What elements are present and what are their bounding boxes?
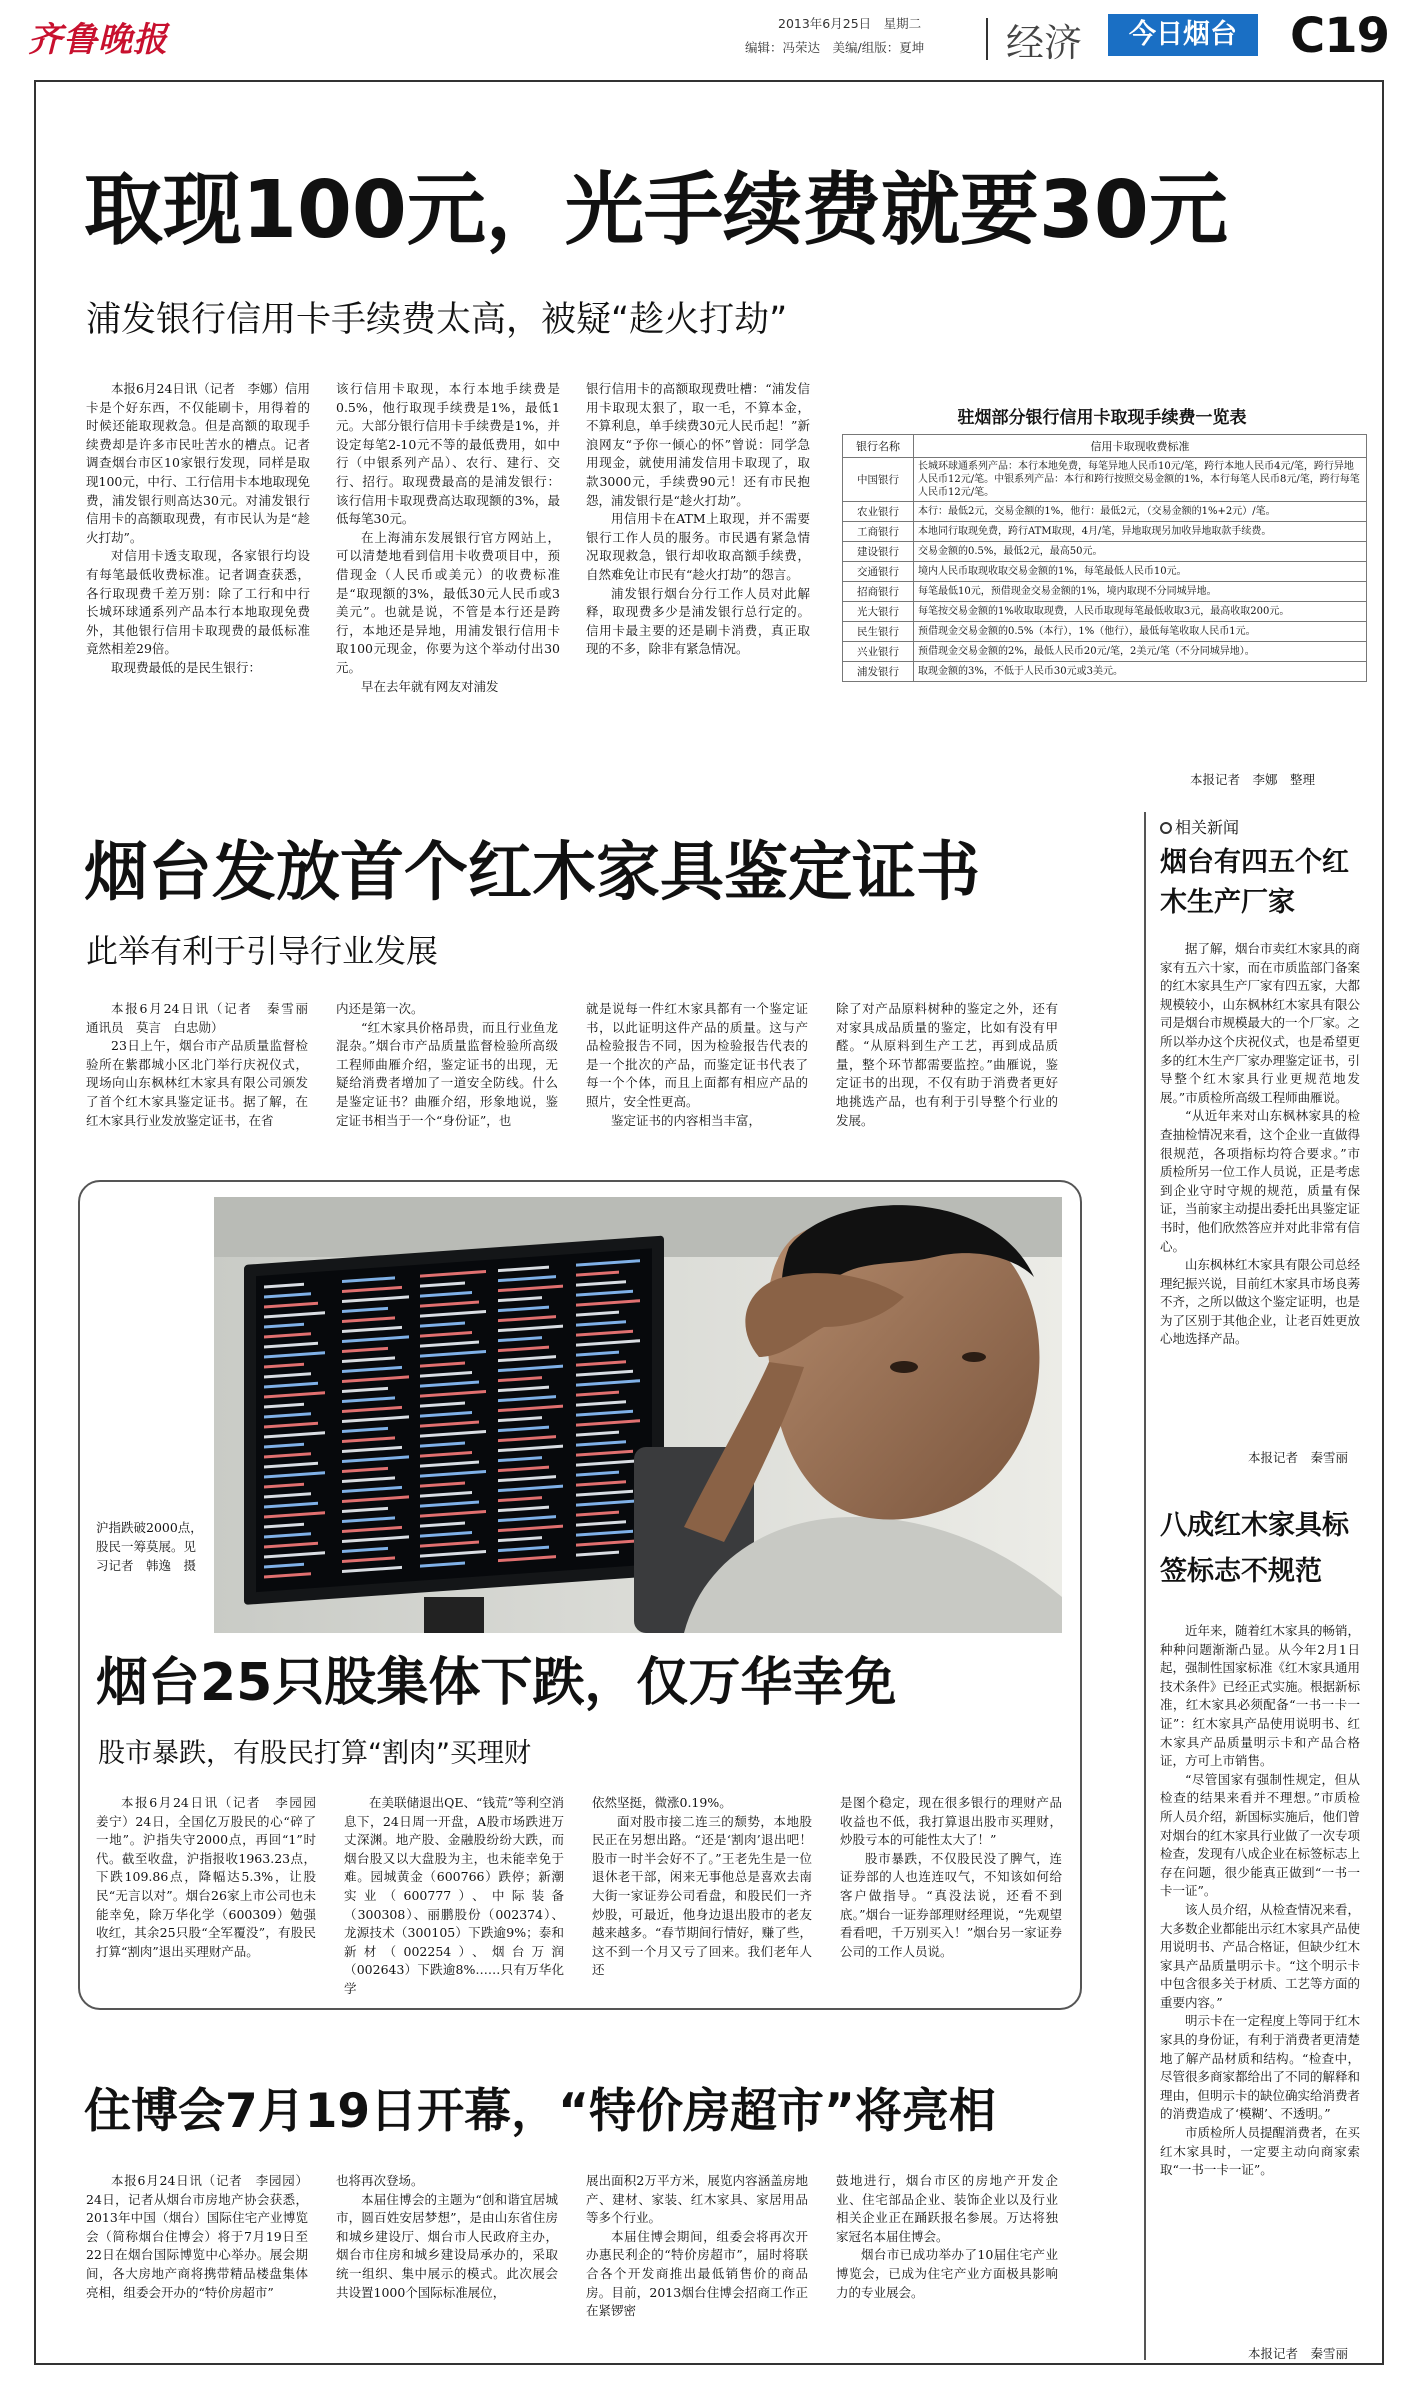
paragraph: 用信用卡在ATM上取现，并不需要银行工作人员的服务。市民遇有紧急情况取现救急，银行却收取高额手续费，自然难免让市民有“趁火打劫”的怨言。 — [586, 511, 810, 582]
table-header-fee: 信用卡取现收费标准 — [914, 435, 1367, 458]
paragraph: 本报6月24日讯（记者 秦雪丽 通讯员 莫言 白忠勋） — [86, 1001, 321, 1035]
story2-column-1 — [86, 1000, 321, 1130]
bank-name-cell: 民生银行 — [843, 622, 914, 642]
story4-column-2 — [336, 2172, 558, 2302]
paragraph: 本届住博会的主题为“创和谐宜居城市，圆百姓安居梦想”，是由山东省住房和城乡建设厅、烟台市人民政府主办，烟台市住房和城乡建设局承办的，采取统一组织、集中展示的模式。此次展会共设置1000个国际标准展位， — [336, 2191, 558, 2300]
paragraph: 就是说每一件红木家具都有一个鉴定证书，以此证明这件产品的质量。这与产品检验报告不同，因为检验报告代表的是一个批次的产品，而鉴定证书代表了每一个个体，而且上面都有相应产品的照片，安全性更高。 — [586, 1001, 808, 1109]
paragraph: 明示卡在一定程度上等同于红木家具的身份证，有利于消费者更清楚地了解产品材质和结构。“检查中，尽管很多商家都给出了不同的解释和理由，但明示卡的缺位确实给消费者的消费造成了‘模糊’、不透明。” — [1160, 2013, 1361, 2122]
paragraph: 据了解，烟台市卖红木家具的商家有五六十家，而在市质监部门备案的红木家具生产厂家有四五家，大都规模较小，山东枫林红木家具有限公司是烟台市规模最大的一个厂家。之所以举办这个庆祝仪式，也是希望更多的红木生产厂家办理鉴定证书，引导整个红木家具行业更规范地发展。”市质检所高级工程师曲雁说。 — [1160, 941, 1361, 1105]
fee-rule-cell: 预借现金交易金额的2%，最低人民币20元/笔，2美元/笔（不分同城异地）。 — [914, 642, 1367, 662]
bank-name-cell: 工商银行 — [843, 522, 914, 542]
paragraph: 市质检所人员提醒消费者，在买红木家具时，一定要主动向商家索取“一书一卡一证”。 — [1160, 2125, 1361, 2178]
fee-rule-cell: 每笔最低10元，预借现金交易金额的1%，境内取现不分同城异地。 — [914, 582, 1367, 602]
story4-column-1 — [86, 2172, 308, 2302]
date-line: 2013年6月25日 星期二 — [778, 16, 922, 31]
story1-headline: 取现100元，光手续费就要30元 — [84, 164, 1228, 256]
story3-column-4 — [840, 1794, 1062, 1961]
table-row — [843, 458, 1367, 502]
paragraph: 山东枫林红木家具有限公司总经理纪振兴说，目前红木家具市场良莠不齐，之所以做这个鉴定证明，也是为了区别于其他企业，让老百姓更放心地选择产品。 — [1160, 1257, 1361, 1347]
story2-column-2 — [336, 1000, 558, 1130]
paragraph: 该行信用卡取现，本行本地手续费是0.5%，他行取现手续费是1%，最低1元。大部分银行信用卡手续费是1%，并设定每笔2-10元不等的最低费用，如中行（中银系列产品）、农行、建行、交行、招行。取现费最高的是浦发银行：该行信用卡取现费高达取现额的3%，最低每笔30元。 — [336, 381, 560, 527]
paragraph: 烟台市已成功举办了10届住宅产业博览会，已成为住宅产业方面极具影响力的专业展会。 — [836, 2247, 1058, 2300]
story1-column-3 — [586, 380, 810, 659]
fee-rule-cell: 取现金额的3%，不低于人民币30元或3美元。 — [914, 662, 1367, 682]
table-row — [843, 602, 1367, 622]
story1-column-1 — [86, 380, 310, 678]
story3-headline: 烟台25只股集体下跌，仅万华幸免 — [96, 1653, 897, 1713]
paragraph: 鉴定证书的内容相当丰富， — [611, 1112, 762, 1128]
paragraph: 取现费最低的是民生银行： — [111, 659, 262, 675]
paragraph: 早在去年就有网友对浦发 — [361, 678, 499, 694]
table-row — [843, 662, 1367, 682]
paragraph: 该人员介绍，从检查情况来看，大多数企业都能出示红木家具产品使用说明书、产品合格证，但缺少红木家具产品质量明示卡。“这个明示卡中包含很多关于材质、工艺等方面的重要内容。” — [1160, 1901, 1361, 2010]
sidebar-title-1: 烟台有四五个红木生产厂家 — [1160, 847, 1349, 918]
monitor — [244, 1236, 664, 1605]
bank-name-cell: 浦发银行 — [843, 662, 914, 682]
bank-name-cell: 兴业银行 — [843, 642, 914, 662]
fee-rule-cell: 境内人民币取现收取交易金额的1%，每笔最低人民币10元。 — [914, 562, 1367, 582]
fee-rule-cell: 每笔按交易金额的1%收取取现费，人民币取现每笔最低收取3元，最高收取200元。 — [914, 602, 1367, 622]
photo-caption: 沪指跌破2000点，股民一筹莫展。见习记者 韩逸 摄 — [96, 1520, 203, 1573]
paragraph: 也将再次登场。 — [336, 2173, 424, 2188]
paragraph: 是图个稳定，现在很多银行的理财产品收益也不低，我打算退出股市买理财，炒股亏本的可能性太大了！” — [840, 1795, 1062, 1848]
sidebar-title-2: 八成红木家具标签标志不规范 — [1160, 1510, 1349, 1587]
masthead-logo: 齐鲁晚报 — [28, 20, 168, 60]
sidebar-divider — [1144, 812, 1146, 2360]
paragraph: 本报6月24日讯（记者 李娜）信用卡是个好东西，不仅能刷卡，用得着的时候还能取现救急。但是高额的取现手续费却是许多市民吐苦水的槽点。记者调查烟台市区10家银行发现，同样是取现100元，中行、工行信用卡本地取现免费，浦发银行则高达30元。对浦发银行信用卡的高额取现费，有市民认为是“趁火打劫”。 — [86, 381, 310, 545]
stock-photo — [214, 1197, 1062, 1633]
bank-name-cell: 交通银行 — [843, 562, 914, 582]
sidebar-body-2 — [1160, 1622, 1360, 2180]
story3-column-2 — [344, 1794, 564, 1999]
table-header-bank: 银行名称 — [843, 435, 914, 458]
table-row — [843, 562, 1367, 582]
paragraph: 对信用卡透支取现，各家银行均设有每笔最低收费标准。记者调查获悉，各行取现费千差万别：除了工行和中行长城环球通系列产品本行本地取现免费外，其他银行信用卡取现费的最低标准竟然相差29倍。 — [86, 548, 310, 657]
story3-subhead: 股市暴跌，有股民打算“割肉”买理财 — [98, 1738, 531, 1769]
bank-name-cell: 招商银行 — [843, 582, 914, 602]
paragraph: 本届住博会期间，组委会将再次开办惠民利企的“特价房超市”，届时将联合各个开发商推出最低销售价的商品房。目前，2013烟台住博会招商工作正在紧锣密 — [586, 2228, 808, 2319]
paragraph: 股市暴跌，不仅股民没了脾气，连证券部的人也连连叹气，不知该如何给客户做指导。“真没法说，还看不到底。”烟台一证券部理财经理说，“先观望看看吧，千万别买入！”烟台另一家证券公司的工作人员说。 — [840, 1850, 1062, 1959]
fee-rule-cell: 长城环球通系列产品：本行本地免费，每笔异地人民币10元/笔，跨行本地人民币4元/笔，跨行异地人民币12元/笔。中银系列产品：本行和跨行按照交易金额的1%，本行每笔人民币8元/笔，跨行每笔人民币12元/笔。 — [914, 458, 1367, 502]
bank-name-cell: 光大银行 — [843, 602, 914, 622]
story2-headline: 烟台发放首个红木家具鉴定证书 — [84, 836, 980, 910]
paragraph: 23日上午，烟台市产品质量监督检验所在紫郡城小区北门举行庆祝仪式，现场向山东枫林红木家具有限公司颁发了首个红木家具鉴定证书。据了解，在红木家具行业发放鉴定证书，在省 — [86, 1038, 308, 1128]
related-news-text: 相关新闻 — [1175, 818, 1240, 837]
paragraph: 依然坚挺，微涨0.19%。 — [592, 1795, 732, 1810]
paragraph: “从近年来对山东枫林家具的检查抽检情况来看，这个企业一直做得很规范，各项指标均符合要求。”市质检所另一位工作人员说，正是考虑到企业守时守规的规范，质量有保证，当前家主动提出委托出具鉴定证书时，他们欣然答应并对此非常有信心。 — [1160, 1108, 1361, 1254]
table-row — [843, 582, 1367, 602]
related-news-label — [1160, 815, 1239, 838]
sidebar-body-1 — [1160, 940, 1360, 1349]
paragraph: “尽管国家有强制性规定，但从检查的结果来看并不理想。”市质检所人员介绍，新国标实施后，他们曾对烟台的红木家具行业做了一次专项检查，发现有八成企业在标签标志上存在问题，很少能真正做到“一书一卡一证”。 — [1160, 1771, 1361, 1899]
paragraph: 本报6月24日讯（记者 李园园）24日，记者从烟台市房地产协会获悉，2013年中国（烟台）国际住宅产业博览会（简称烟台住博会）将于7月19日至22日在烟台国际博览中心举办。展会期间，各大房地产商将携带精品楼盘集体亮相，组委会开办的“特价房超市” — [86, 2173, 308, 2300]
trader-at-monitor-illustration — [214, 1197, 1062, 1633]
fee-rule-cell: 交易金额的0.5%，最低2元，最高50元。 — [914, 542, 1367, 562]
sidebar-credit-2: 本报记者 秦雪丽 — [1248, 2346, 1349, 2361]
story4-headline: 住博会7月19日开幕，“特价房超市”将亮相 — [84, 2084, 996, 2139]
bank-name-cell: 中国银行 — [843, 458, 914, 502]
section-tag: 今日烟台 — [1108, 14, 1258, 56]
story2-subhead: 此举有利于引导行业发展 — [86, 932, 439, 970]
paragraph: 面对股市接二连三的颓势，本地股民正在另想出路。“还是‘割肉’退出吧！股市一时半会好不了。”王老先生是一位退休老干部，闲来无事他总是喜欢去南大街一家证券公司看盘，和股民们一齐炒股，可最近，他身边退出股市的老友越来越多。“春节期间行情好，赚了些，这不到一个月又亏了回来。我们老年人还 — [592, 1813, 812, 1978]
fee-rule-cell: 本地同行取现免费，跨行ATM取现，4月/笔，异地取现另加收异地取款手续费。 — [914, 522, 1367, 542]
story4-column-3 — [586, 2172, 808, 2321]
story2-column-3 — [586, 1000, 808, 1130]
paragraph: 在上海浦东发展银行官方网站上，可以清楚地看到信用卡收费项目中，预借现金（人民币或美元）的收费标准是“取现额的3%，最低30元人民币或3美元”。也就是说，不管是本行还是跨行，本地还是异地，用浦发银行信用卡取100元现金，你要为这个举动付出30元。 — [336, 529, 560, 675]
paragraph: 近年来，随着红木家具的畅销，种种问题渐渐凸显。从今年2月1日起，强制性国家标准《红木家具通用技术条件》已经正式实施。根据新标准，红木家具必须配备“一书一卡一证”：红木家具产品使用说明书、红木家具产品质量明示卡和产品合格证，方可上市销售。 — [1160, 1623, 1361, 1769]
paragraph: 展出面积2万平方米，展览内容涵盖房地产、建材、家装、红木家具、家居用品等多个行业。 — [586, 2173, 808, 2226]
paragraph: “红木家具价格昂贵，而且行业鱼龙混杂。”烟台市产品质量监督检验所高级工程师曲雁介绍，鉴定证书的出现，无疑给消费者增加了一道安全防线。什么是鉴定证书？曲雁介绍，形象地说，鉴定证书相当于一个“身份证”，也 — [336, 1019, 558, 1128]
bank-name-cell: 建设银行 — [843, 542, 914, 562]
page-number: C19 — [1290, 8, 1390, 64]
paragraph: 除了对产品原料树种的鉴定之外，还有对家具成品质量的鉴定，比如有没有甲醛。“从原料到生产工艺，再到成品质量，整个环节都需要监控。”曲雁说，鉴定证书的出现，不仅有助于消费者更好地挑选产品，也有利于引导整个行业的发展。 — [836, 1001, 1058, 1128]
fee-rule-cell: 预借现金交易金额的0.5%（本行），1%（他行），最低每笔收取人民币1元。 — [914, 622, 1367, 642]
circle-icon — [1160, 822, 1172, 834]
fee-table-credit: 本报记者 李娜 整理 — [1190, 772, 1316, 787]
fee-table — [842, 434, 1367, 682]
paragraph: 内还是第一次。 — [336, 1001, 424, 1016]
story3-column-3 — [592, 1794, 812, 1980]
paragraph: 银行信用卡的高额取现费吐槽：“浦发信用卡取现太狠了，取一毛，不算本金，不算利息，单手续费30元人民币起！”新浪网友“予你一倾心的怀”曾说：同学急用现金，就使用浦发信用卡取现了，取款3000元，手续费90元！还有市民抱怨，浦发银行是“趁火打劫”。 — [586, 381, 810, 508]
fee-rule-cell: 本行：最低2元，交易金额的1%，他行：最低2元，（交易金额的1%+2元）/笔。 — [914, 502, 1367, 522]
story1-column-2 — [336, 380, 560, 696]
table-row — [843, 542, 1367, 562]
table-row — [843, 622, 1367, 642]
paragraph: 在美联储退出QE、“钱荒”等利空消息下，24日周一开盘，A股市场跌进万丈深渊。地产股、金融股纷纷大跌，而烟台股又以大盘股为主，也未能幸免于难。园城黄金（600766）跌停；新潮实业（600777）、中际装备（300308）、丽鹏股份（002374）、龙源技术（300105）下跌逾9%；泰和新材（002254）、烟台万润（002643）下跌逾8%……只有万华化学 — [344, 1795, 564, 1996]
paragraph: 本报6月24日讯（记者 李园园 姜宁）24日，全国亿万股民的心“碎了一地”。沪指失守2000点，再回“1”时代。截至收盘，沪指报收1963.23点，下跌109.86点，降幅达5.3%，让股民“无言以对”。烟台26家上市公司也未能幸免，除万华化学（600309）勉强收红，其余25只股“全军覆没”，有股民打算“割肉”退出买理财产品。 — [96, 1795, 329, 1959]
section-title: 经济 — [1006, 21, 1083, 65]
table-row — [843, 522, 1367, 542]
story1-subhead: 浦发银行信用卡手续费太高，被疑“趁火打劫” — [86, 300, 788, 340]
story4-column-4 — [836, 2172, 1058, 2302]
story3-column-1 — [96, 1794, 329, 1961]
fee-table-title: 驻烟部分银行信用卡取现手续费一览表 — [957, 408, 1247, 428]
editor-credit: 编辑：冯荣达 美编/组版：夏坤 — [745, 40, 925, 55]
bank-name-cell: 农业银行 — [843, 502, 914, 522]
story2-column-4 — [836, 1000, 1058, 1130]
table-row — [843, 642, 1367, 662]
sidebar-credit-1: 本报记者 秦雪丽 — [1248, 1450, 1349, 1465]
paragraph: 浦发银行烟台分行工作人员对此解释，取现费多少是浦发银行总行定的。信用卡最主要的还是刷卡消费，真正取现的不多，除非有紧急情况。 — [586, 585, 810, 657]
paragraph: 鼓地进行，烟台市区的房地产开发企业、住宅部品企业、装饰企业以及行业相关企业正在踊跃报名参展。万达将独家冠名本届住博会。 — [836, 2173, 1058, 2244]
table-row — [843, 502, 1367, 522]
header-divider — [986, 18, 988, 60]
